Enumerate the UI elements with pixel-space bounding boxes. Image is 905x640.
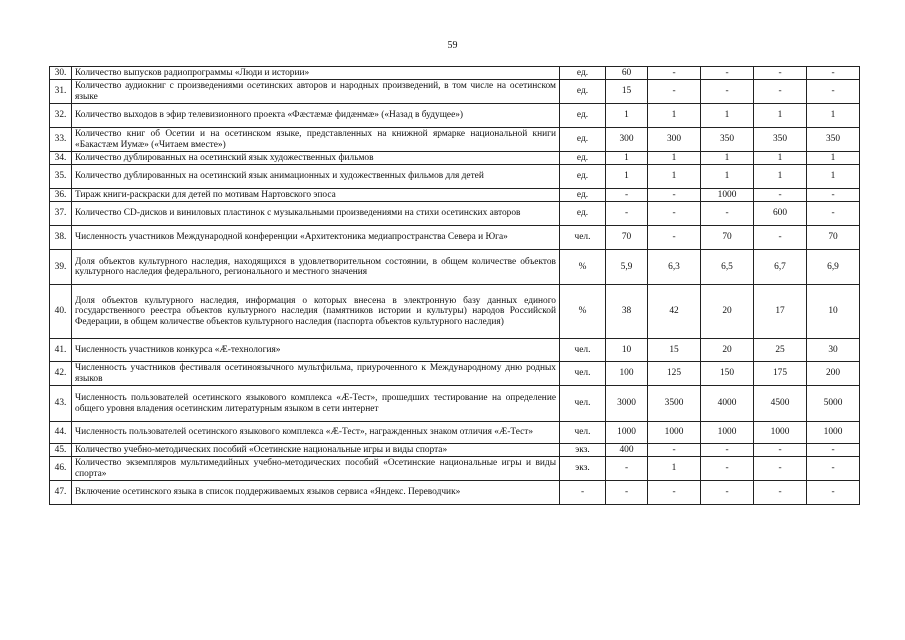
table-row (50, 386, 860, 422)
table-row (50, 165, 860, 189)
unit-cell: экз. (560, 457, 606, 481)
table-row (50, 444, 860, 457)
value-cell: - (701, 202, 754, 226)
value-cell: 25 (754, 339, 807, 362)
unit-cell: - (560, 481, 606, 505)
value-cell: 1 (701, 165, 754, 189)
unit-cell: экз. (560, 444, 606, 457)
row-number: 45. (50, 444, 72, 457)
value-cell: 1 (701, 104, 754, 128)
value-cell: 42 (648, 285, 701, 339)
value-cell: 20 (701, 339, 754, 362)
table-row (50, 457, 860, 481)
row-number: 38. (50, 226, 72, 250)
value-cell: 300 (606, 128, 648, 152)
unit-cell: ед. (560, 128, 606, 152)
page-number: 59 (447, 40, 458, 51)
value-cell: - (754, 67, 807, 80)
value-cell: - (754, 457, 807, 481)
value-cell: 350 (807, 128, 860, 152)
value-cell: 350 (754, 128, 807, 152)
value-cell: 1 (807, 152, 860, 165)
indicator-name: Тираж книги-раскраски для детей по мотивам Нартовского эпоса (72, 189, 560, 202)
value-cell: 15 (606, 80, 648, 104)
row-number: 40. (50, 285, 72, 339)
value-cell: 1 (807, 165, 860, 189)
value-cell: 10 (606, 339, 648, 362)
value-cell: - (606, 481, 648, 505)
unit-cell: ед. (560, 104, 606, 128)
value-cell: - (807, 457, 860, 481)
value-cell: 1 (754, 152, 807, 165)
table-row (50, 226, 860, 250)
value-cell: - (807, 444, 860, 457)
row-number: 43. (50, 386, 72, 422)
value-cell: - (701, 444, 754, 457)
value-cell: 1 (701, 152, 754, 165)
value-cell: - (807, 80, 860, 104)
row-number: 35. (50, 165, 72, 189)
value-cell: - (701, 67, 754, 80)
value-cell: 300 (648, 128, 701, 152)
value-cell: 600 (754, 202, 807, 226)
table-row (50, 422, 860, 444)
value-cell: 1 (754, 104, 807, 128)
value-cell: 20 (701, 285, 754, 339)
value-cell: - (807, 481, 860, 505)
unit-cell: ед. (560, 152, 606, 165)
unit-cell: ед. (560, 67, 606, 80)
value-cell: 6,5 (701, 250, 754, 285)
row-number: 44. (50, 422, 72, 444)
row-number: 32. (50, 104, 72, 128)
value-cell: 6,9 (807, 250, 860, 285)
row-number: 33. (50, 128, 72, 152)
row-number: 34. (50, 152, 72, 165)
value-cell: 5000 (807, 386, 860, 422)
value-cell: 70 (606, 226, 648, 250)
table-row (50, 339, 860, 362)
value-cell: 1 (606, 104, 648, 128)
table-row (50, 250, 860, 285)
value-cell: 3000 (606, 386, 648, 422)
value-cell: 200 (807, 362, 860, 386)
indicator-name: Численность пользователей осетинского языкового комплекса «Æ-Тест», награжденных знаком отличия «Æ-Тест» (72, 422, 560, 444)
value-cell: - (754, 80, 807, 104)
value-cell: 100 (606, 362, 648, 386)
value-cell: 1000 (807, 422, 860, 444)
value-cell: - (648, 226, 701, 250)
unit-cell: чел. (560, 422, 606, 444)
row-number: 39. (50, 250, 72, 285)
value-cell: 70 (701, 226, 754, 250)
value-cell: 1 (648, 152, 701, 165)
value-cell: - (701, 457, 754, 481)
value-cell: 4000 (701, 386, 754, 422)
indicator-name: Количество дублированных на осетинский язык анимационных и художественных фильмов для детей (72, 165, 560, 189)
value-cell: 5,9 (606, 250, 648, 285)
value-cell: 30 (807, 339, 860, 362)
value-cell: 10 (807, 285, 860, 339)
value-cell: 3500 (648, 386, 701, 422)
value-cell: 1000 (701, 189, 754, 202)
value-cell: 1 (648, 165, 701, 189)
unit-cell: чел. (560, 386, 606, 422)
row-number: 47. (50, 481, 72, 505)
indicator-name: Численность участников фестиваля осетиноязычного мультфильма, приуроченного к Международному дню родных языков (72, 362, 560, 386)
row-number: 30. (50, 67, 72, 80)
row-number: 41. (50, 339, 72, 362)
unit-cell: % (560, 250, 606, 285)
table-row (50, 80, 860, 104)
table-row (50, 189, 860, 202)
value-cell: - (648, 444, 701, 457)
table-body (50, 67, 860, 505)
value-cell: 150 (701, 362, 754, 386)
indicator-name: Количество учебно-методических пособий «Осетинские национальные игры и виды спорта» (72, 444, 560, 457)
value-cell: - (807, 189, 860, 202)
value-cell: 1000 (606, 422, 648, 444)
value-cell: - (606, 202, 648, 226)
value-cell: 1 (807, 104, 860, 128)
unit-cell: ед. (560, 189, 606, 202)
value-cell: - (648, 80, 701, 104)
table-row (50, 285, 860, 339)
value-cell: - (648, 189, 701, 202)
value-cell: 1 (754, 165, 807, 189)
value-cell: 38 (606, 285, 648, 339)
table-row (50, 481, 860, 505)
value-cell: 400 (606, 444, 648, 457)
value-cell: 6,3 (648, 250, 701, 285)
value-cell: - (648, 481, 701, 505)
value-cell: 1 (648, 104, 701, 128)
value-cell: - (754, 481, 807, 505)
row-number: 31. (50, 80, 72, 104)
value-cell: - (606, 189, 648, 202)
value-cell: - (701, 481, 754, 505)
indicator-name: Количество выпусков радиопрограммы «Люди и истории» (72, 67, 560, 80)
indicator-name: Количество дублированных на осетинский язык художественных фильмов (72, 152, 560, 165)
value-cell: 70 (807, 226, 860, 250)
indicator-name: Включение осетинского языка в список поддерживаемых языков сервиса «Яндекс. Переводчик» (72, 481, 560, 505)
value-cell: - (648, 202, 701, 226)
value-cell: 350 (701, 128, 754, 152)
table-row (50, 104, 860, 128)
indicators-table (49, 66, 860, 505)
value-cell: 1 (606, 165, 648, 189)
value-cell: - (807, 67, 860, 80)
value-cell: 4500 (754, 386, 807, 422)
unit-cell: чел. (560, 362, 606, 386)
row-number: 42. (50, 362, 72, 386)
value-cell: - (754, 226, 807, 250)
value-cell: - (701, 80, 754, 104)
indicator-name: Доля объектов культурного наследия, находящихся в удовлетворительном состоянии, в общем количестве объектов культурного наследия федерального, регионального и местного значения (72, 250, 560, 285)
value-cell: - (754, 189, 807, 202)
value-cell: 17 (754, 285, 807, 339)
table-row (50, 202, 860, 226)
table-row (50, 152, 860, 165)
value-cell: 1 (606, 152, 648, 165)
value-cell: 6,7 (754, 250, 807, 285)
indicator-name: Количество книг об Осетии и на осетинском языке, представленных на книжной ярмарке национальной книги «Бакастæм Иумæ» («Читаем вместе») (72, 128, 560, 152)
value-cell: - (606, 457, 648, 481)
unit-cell: ед. (560, 165, 606, 189)
table-row (50, 362, 860, 386)
indicator-name: Численность участников конкурса «Æ-технология» (72, 339, 560, 362)
indicator-name: Количество выходов в эфир телевизионного проекта «Фæстæмæ фидæнмæ» («Назад в будущее») (72, 104, 560, 128)
value-cell: 1000 (701, 422, 754, 444)
row-number: 36. (50, 189, 72, 202)
value-cell: 15 (648, 339, 701, 362)
unit-cell: чел. (560, 339, 606, 362)
value-cell: 1 (648, 457, 701, 481)
indicator-name: Количество экземпляров мультимедийных учебно-методических пособий «Осетинские национальные игры и виды спорта» (72, 457, 560, 481)
unit-cell: % (560, 285, 606, 339)
value-cell: 60 (606, 67, 648, 80)
value-cell: 175 (754, 362, 807, 386)
value-cell: - (754, 444, 807, 457)
table-row (50, 128, 860, 152)
unit-cell: ед. (560, 80, 606, 104)
indicator-name: Количество CD-дисков и виниловых пластинок с музыкальными произведениями на стихи осетинских авторов (72, 202, 560, 226)
indicator-name: Численность участников Международной конференции «Архитектоника медиапространства Севера и Юга» (72, 226, 560, 250)
row-number: 46. (50, 457, 72, 481)
row-number: 37. (50, 202, 72, 226)
value-cell: - (648, 67, 701, 80)
unit-cell: ед. (560, 202, 606, 226)
table-row (50, 67, 860, 80)
unit-cell: чел. (560, 226, 606, 250)
indicator-name: Численность пользователей осетинского языкового комплекса «Æ-Тест», прошедших тестирование на определение общего уровня владения осетинским литературным языком в сети интернет (72, 386, 560, 422)
value-cell: 1000 (754, 422, 807, 444)
value-cell: 1000 (648, 422, 701, 444)
indicator-name: Доля объектов культурного наследия, информация о которых внесена в электронную базу данных единого государственного реестра объектов культурного наследия (памятников истории и культуры) народов Российской Федерации, в общем количестве объектов культурного наследия (паспорта объектов культурного наследия) (72, 285, 560, 339)
value-cell: 125 (648, 362, 701, 386)
value-cell: - (807, 202, 860, 226)
indicator-name: Количество аудиокниг с произведениями осетинских авторов и народных произведений, в том числе на осетинском языке (72, 80, 560, 104)
